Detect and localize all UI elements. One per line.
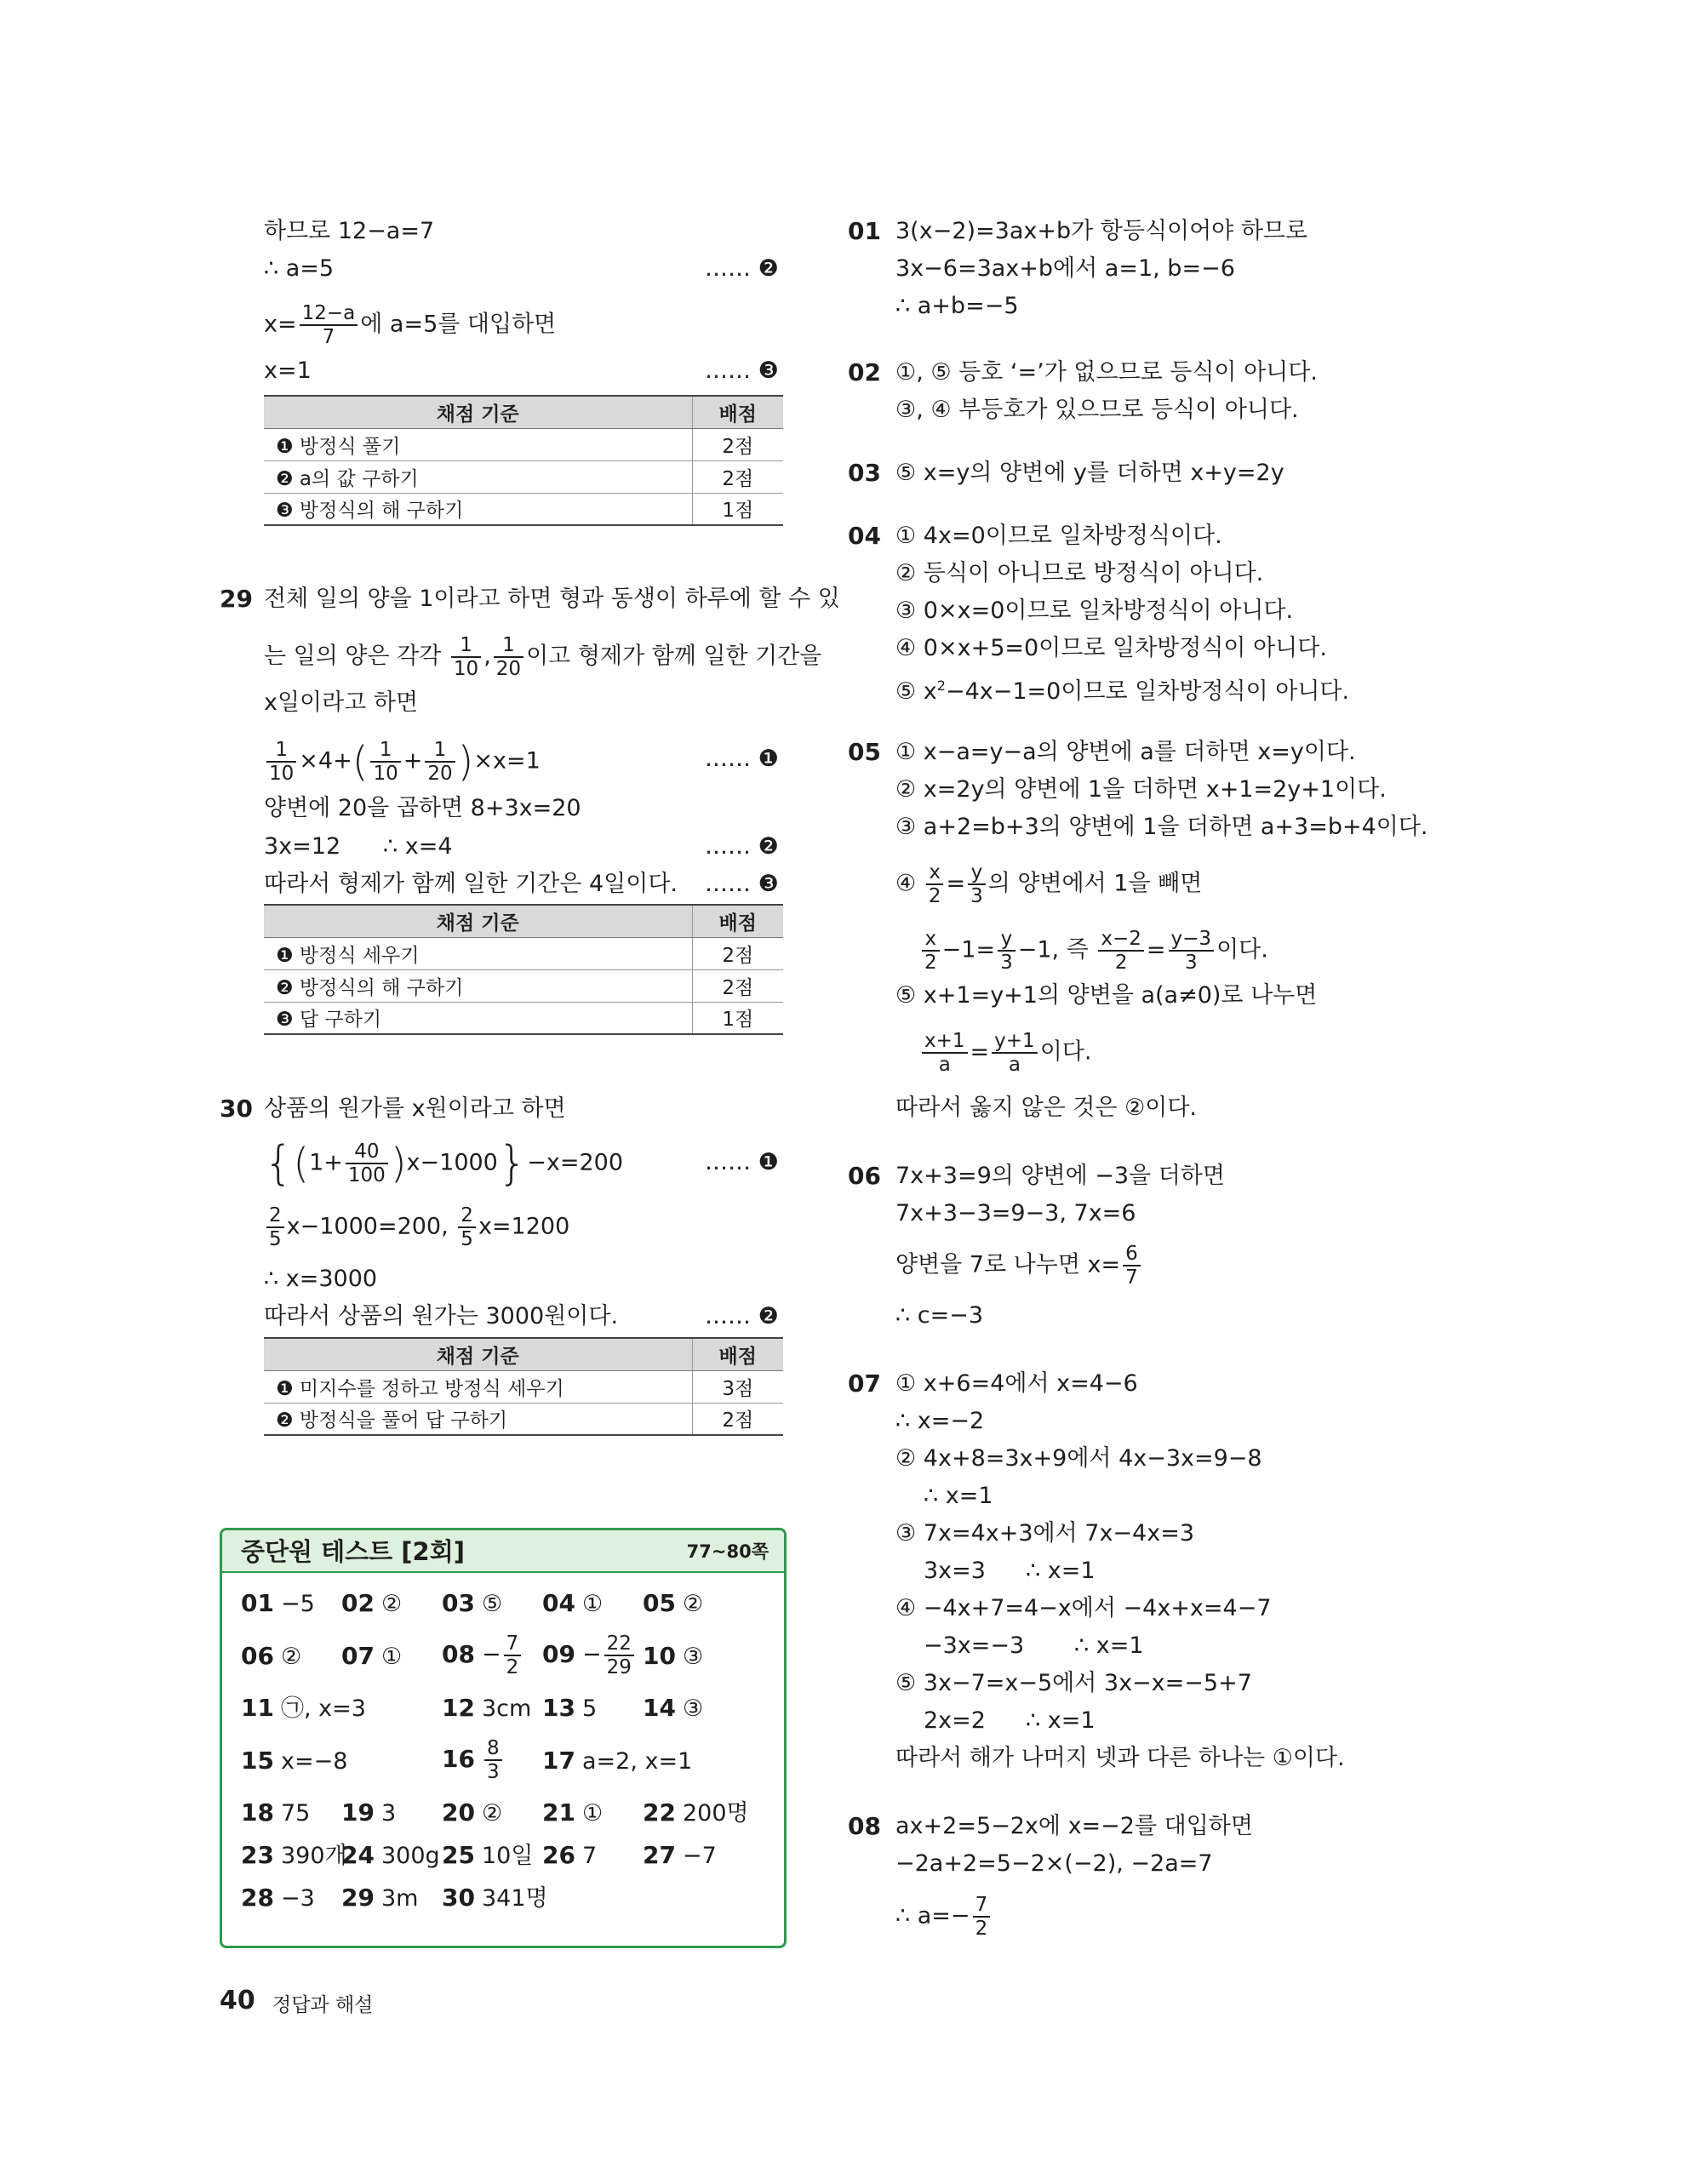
step-mark: …… ❷: [705, 833, 779, 860]
text-line: ① x−a=y−a의 양변에 a를 더하면 x=y이다.: [895, 739, 1356, 765]
answer-item: 17 a=2, x=1: [542, 1747, 693, 1775]
answer-item: 05 ②: [643, 1589, 704, 1617]
answer-item: 11 ㉠, x=3: [241, 1694, 366, 1722]
text: 에 a=5를 대입하면: [360, 311, 557, 338]
text: 1+: [309, 1149, 343, 1176]
text-line: 3x=3: [924, 1558, 986, 1584]
text-line: 따라서 상품의 원가는 3000원이다.: [264, 1303, 619, 1329]
fraction: $\frac{8}{3}$: [484, 1737, 502, 1783]
text-line: ∴ x=1: [924, 1483, 993, 1509]
answer-item: 13 5: [542, 1694, 598, 1722]
answer-item: 24 300g: [341, 1841, 440, 1869]
rubric-header-points: 배점: [692, 1338, 783, 1370]
text: ×x=1: [473, 747, 541, 775]
text-line: ⑤ $x^2-4x-1=0$이므로 일차방정식이 아니다.: [895, 677, 1350, 705]
rubric-criteria: ❸ 답 구하기: [264, 1002, 692, 1034]
text-line: [264, 634, 821, 680]
fraction: [370, 739, 400, 785]
text: ,: [483, 643, 491, 670]
text-line: 전체 일의 양을 1이라고 하면 형과 동생이 하루에 할 수 있: [264, 586, 840, 612]
fraction: [425, 739, 455, 785]
answer-item: 10 ③: [643, 1642, 704, 1670]
rubric-header-criteria: 채점 기준: [264, 905, 692, 937]
text: x=1200: [478, 1213, 570, 1240]
text-line: 상품의 원가를 x원이라고 하면: [264, 1095, 566, 1122]
text-line: ∴ x=1: [1074, 1632, 1144, 1659]
text-line: 3x=12: [264, 833, 341, 860]
fraction: [451, 634, 481, 680]
rubric-points: 2점: [692, 460, 783, 493]
text-line: ② 등식이 아니므로 방정식이 아니다.: [895, 560, 1264, 586]
text-line: 따라서 형제가 함께 일한 기간은 4일이다.: [264, 871, 678, 897]
text-line: ∴ x=−2: [895, 1408, 985, 1434]
text: −x=200: [527, 1149, 623, 1176]
text-line: ⑤ 3x−7=x−5에서 3x−x=−5+7: [895, 1670, 1252, 1696]
text-line: ③ a+2=b+3의 양변에 1을 더하면 a+3=b+4이다.: [895, 814, 1428, 840]
answer-item: 26 7: [542, 1841, 598, 1869]
rubric-criteria: ❶ 방정식 세우기: [264, 937, 692, 969]
question-number: 03: [848, 459, 881, 487]
text-line: 하므로 12−a=7: [264, 218, 435, 244]
answer-item: 22 200명: [643, 1798, 749, 1827]
rubric-table: [264, 904, 783, 1035]
question-number: 07: [848, 1369, 881, 1398]
numerator: 1: [451, 634, 481, 658]
text-line: ⑤ x+1=y+1의 양변을 a(a≠0)로 나누면: [895, 982, 1318, 1009]
text: 이고 형제가 함께 일한 기간을: [526, 643, 822, 670]
numerator: 1: [370, 739, 400, 763]
answer-item: 27 −7: [643, 1841, 717, 1869]
denominator: 10: [373, 763, 398, 785]
question-number: 06: [848, 1162, 881, 1190]
step-mark: …… ❷: [705, 1303, 779, 1329]
text-line: ④ 0×x+5=0이므로 일차방정식이 아니다.: [895, 635, 1327, 661]
text-line: ② x=2y의 양변에 1을 더하면 x+1=2y+1이다.: [895, 776, 1387, 803]
text-line: 양변에 20을 곱하면 8+3x=20: [264, 795, 581, 821]
question-number: 08: [848, 1812, 881, 1840]
text: x−1000=200,: [286, 1213, 449, 1240]
text-line: 따라서 해가 나머지 넷과 다른 하나는 ①이다.: [895, 1745, 1345, 1771]
numerator: 1: [494, 634, 523, 658]
text-line: ①, ⑤ 등호 ‘=’가 없으므로 등식이 아니다.: [895, 359, 1318, 386]
answer-item: 03 ⑤: [442, 1589, 503, 1617]
fraction: [458, 1204, 476, 1250]
answer-item: 14 ③: [643, 1694, 704, 1722]
answer-item: 19 3: [341, 1798, 397, 1827]
text-line: ∴ x=1: [1026, 1707, 1096, 1734]
rubric-header-criteria: 채점 기준: [264, 396, 692, 428]
answer-item: 01 −5: [241, 1589, 315, 1617]
text-line: ③ 7x=4x+3에서 7x−4x=3: [895, 1520, 1195, 1547]
text-line: ① x+6=4에서 x=4−6: [895, 1370, 1138, 1397]
equation-line: $\frac{x+1}{a}$ = $\frac{y+1}{a}$ 이다.: [919, 1030, 1091, 1076]
rubric-criteria: ❸ 방정식의 해 구하기: [264, 493, 692, 525]
rubric-points: 1점: [692, 493, 783, 525]
rubric-header-points: 배점: [692, 396, 783, 428]
text-line: ⑤ x=y의 양변에 y를 더하면 x+y=2y: [895, 460, 1284, 486]
answer-item: 02 ②: [341, 1589, 403, 1617]
answer-item: 16 $\frac{8}{3}$: [442, 1737, 505, 1783]
rubric-points: 2점: [692, 969, 783, 1002]
fraction: [266, 1204, 284, 1250]
text-line: 7x+3−3=9−3, 7x=6: [895, 1200, 1136, 1226]
text-line: ① 4x=0이므로 일차방정식이다.: [895, 523, 1222, 549]
numerator: 1: [425, 739, 455, 763]
text: 는 일의 양은 각각: [264, 643, 442, 670]
text-line: ∴ x=4: [383, 833, 453, 860]
numerator: 40: [346, 1141, 388, 1164]
fraction: $\frac{7}{2}$: [504, 1632, 522, 1678]
question-number: 02: [848, 358, 881, 386]
question-number: 01: [848, 217, 881, 245]
answer-item: 18 75: [241, 1798, 311, 1827]
denominator: 10: [453, 658, 479, 680]
rubric-header-criteria: 채점 기준: [264, 1338, 692, 1370]
answer-item: 12 3cm: [442, 1694, 532, 1722]
text-line: ∴ c=−3: [895, 1302, 984, 1329]
text-line: 따라서 옳지 않은 것은 ②이다.: [895, 1095, 1198, 1121]
fraction: $\frac{22}{29}$: [604, 1632, 634, 1678]
rubric-points: 2점: [692, 1403, 783, 1435]
text-line: ④ −4x+7=4−x에서 −4x+x=4−7: [895, 1595, 1272, 1621]
text-line: −2a+2=5−2×(−2), −2a=7: [895, 1850, 1213, 1877]
rubric-points: 3점: [692, 1370, 783, 1403]
text-line: ∴ x=3000: [264, 1266, 378, 1292]
text: ×4+: [299, 747, 352, 775]
answer-item: 09 − $\frac{22}{29}$: [542, 1632, 637, 1678]
text-line: ③, ④ 부등호가 있으므로 등식이 아니다.: [895, 397, 1299, 423]
answer-item: 08 − $\frac{7}{2}$: [442, 1632, 523, 1678]
text-line: 3(x−2)=3ax+b가 항등식이어야 하므로: [895, 218, 1308, 244]
numerator: 12−a: [300, 302, 358, 326]
text-line: ∴ x=1: [1026, 1558, 1096, 1584]
equation-line: {(1+ $\frac{40}{100}$ )x−1000}−x=200: [264, 1136, 623, 1190]
rubric-criteria: ❷ 방정식의 해 구하기: [264, 969, 692, 1002]
rubric-points: 2점: [692, 428, 783, 460]
rubric-table: [264, 1337, 783, 1436]
text-line: ∴ a+b=−5: [895, 293, 1019, 319]
denominator: 20: [495, 658, 522, 680]
rubric-points: 1점: [692, 1002, 783, 1034]
fraction: [266, 739, 296, 785]
step-mark: …… ❸: [705, 357, 779, 384]
rubric-criteria: ❷ 방정식을 풀어 답 구하기: [264, 1403, 692, 1435]
test-box-title: 중단원 테스트 [2회]: [241, 1537, 465, 1566]
test-box-pages: 77~80쪽: [686, 1541, 769, 1562]
question-number: 30: [220, 1095, 253, 1123]
equation-line: 양변을 7로 나누면 x= $\frac{6}{7}$: [895, 1243, 1143, 1289]
footer-label: 정답과 해설: [272, 1994, 374, 2016]
denominator: 7: [322, 326, 335, 348]
step-mark: …… ❸: [705, 871, 779, 897]
test-box-header: [222, 1530, 784, 1573]
question-number: 29: [220, 585, 253, 613]
text-line: ② 4x+8=3x+9에서 4x−3x=9−8: [895, 1445, 1262, 1472]
answer-item: 06 ②: [241, 1642, 302, 1670]
denominator: 20: [427, 763, 453, 785]
text-line: x일이라고 하면: [264, 689, 419, 716]
answer-item: 28 −3: [241, 1884, 315, 1912]
text-line: [264, 302, 556, 348]
rubric-criteria: ❶ 미지수를 정하고 방정식 세우기: [264, 1370, 692, 1403]
fraction: [494, 634, 523, 680]
equation-line: $\frac{1}{10}$ ×4+( $\frac{1}{10}$ + $\frac{1}{20}$ )×x=1: [264, 739, 541, 785]
denominator: 10: [269, 763, 295, 785]
answer-item: 20 ②: [442, 1798, 503, 1827]
fraction: [346, 1141, 388, 1186]
rubric-points: 2점: [692, 937, 783, 969]
answer-item: 23 390개: [241, 1841, 347, 1869]
rubric-criteria: ❷ a의 값 구하기: [264, 460, 692, 493]
math: x=: [264, 311, 297, 338]
text-line: ax+2=5−2x에 x=−2를 대입하면: [895, 1813, 1253, 1839]
answer-item: 29 3m: [341, 1884, 419, 1912]
answer-item: 25 10일: [442, 1841, 534, 1869]
answer-item: 30 341명: [442, 1884, 548, 1912]
denominator: 5: [461, 1228, 473, 1250]
answer-item: 15 x=−8: [241, 1747, 348, 1775]
text-line: 7x+3=9의 양변에 −3을 더하면: [895, 1163, 1225, 1189]
answer-item: 07 ①: [341, 1642, 403, 1670]
text-line: −3x=−3: [924, 1632, 1025, 1659]
equation-line: $\frac{x}{2}$ −1= $\frac{y}{3}$ −1, 즉 $\frac{x-2}{2}$ = $\frac{y-3}{3}$ 이다.: [919, 928, 1268, 974]
text-line: ∴ a=5: [264, 255, 335, 282]
text-line: 2x=2: [924, 1707, 986, 1734]
answer-item: 04 ①: [542, 1589, 604, 1617]
fraction: [300, 302, 358, 348]
text-line: 3x−6=3ax+b에서 a=1, b=−6: [895, 255, 1235, 282]
page-number: 40: [220, 1986, 255, 2015]
text: x−1000: [406, 1149, 498, 1176]
step-mark: …… ❶: [705, 1149, 779, 1175]
numerator: 1: [266, 739, 296, 763]
step-mark: …… ❷: [705, 255, 779, 282]
equation-line: [264, 1204, 569, 1250]
step-mark: …… ❶: [705, 746, 779, 772]
equation-line: ④ $\frac{x}{2}$ = $\frac{y}{3}$ 의 양변에서 1을 빼면: [895, 861, 1203, 907]
text-line: x=1: [264, 357, 312, 384]
equation-line: ∴ a=− $\frac{7}{2}$: [895, 1894, 993, 1940]
text: +: [403, 747, 423, 775]
test-answer-box: [220, 1528, 787, 1948]
question-number: 05: [848, 738, 881, 766]
rubric-criteria: ❶ 방정식 풀기: [264, 428, 692, 460]
rubric-table: [264, 395, 783, 526]
numerator: 2: [458, 1204, 476, 1228]
question-number: 04: [848, 522, 881, 550]
answer-item: 21 ①: [542, 1798, 604, 1827]
numerator: 2: [266, 1204, 284, 1228]
rubric-header-points: 배점: [692, 905, 783, 937]
denominator: 100: [347, 1164, 386, 1186]
text-line: ③ 0×x=0이므로 일차방정식이 아니다.: [895, 597, 1294, 624]
denominator: 5: [269, 1228, 282, 1250]
